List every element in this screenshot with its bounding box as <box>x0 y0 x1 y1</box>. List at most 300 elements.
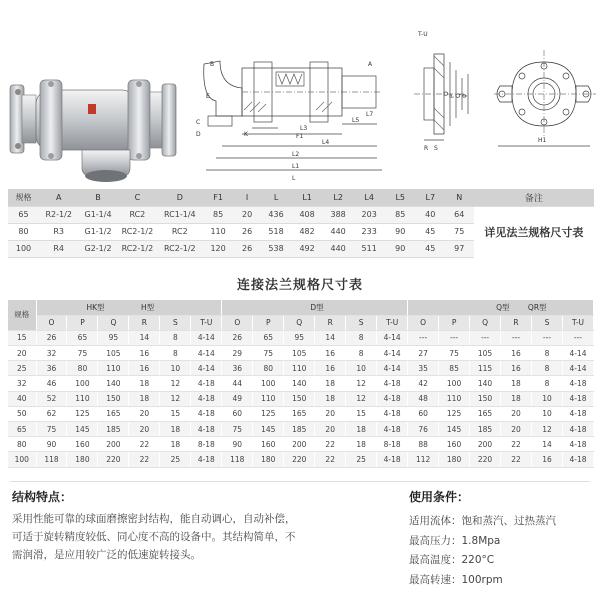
spec-cell: 75 <box>445 223 474 240</box>
flange-cell: 18 <box>501 391 532 406</box>
product-drawings <box>0 0 600 185</box>
flange-cell: 150 <box>284 391 315 406</box>
flange-subheader: T-U <box>377 315 408 330</box>
svg-text:L4: L4 <box>322 139 330 146</box>
flange-cell: 8 <box>346 330 377 345</box>
spec-row <box>8 206 594 223</box>
flange-cell: 10 <box>160 361 191 376</box>
flange-cell: 12 <box>160 391 191 406</box>
flange-size-cell: 65 <box>8 422 36 437</box>
flange-subheader-row <box>8 315 594 330</box>
flange-cell: 4-14 <box>191 346 222 361</box>
col-header: I <box>234 189 261 206</box>
flange-cell: 10 <box>346 361 377 376</box>
flange-cell: 76 <box>408 422 439 437</box>
spec-cell: 110 <box>203 223 234 240</box>
condition-label: 最高压力： <box>409 534 462 547</box>
flange-cell: 42 <box>408 376 439 391</box>
col-header: L <box>261 189 292 206</box>
spec-cell: R2-1/2 <box>39 206 78 223</box>
flange-cell: 4-18 <box>191 422 222 437</box>
flange-cell: 35 <box>408 361 439 376</box>
spec-cell: 45 <box>416 223 445 240</box>
flange-cell: 4-18 <box>562 406 593 421</box>
col-header: L5 <box>385 189 416 206</box>
group-q: Q型 <box>496 302 510 312</box>
flange-cell: 4-18 <box>377 452 408 467</box>
flange-cell: 75 <box>36 422 67 437</box>
flange-cell: 185 <box>470 422 501 437</box>
condition-label: 最高温度： <box>409 554 462 566</box>
spec-cell: RC2-1/2 <box>157 240 203 257</box>
spec-table <box>8 189 594 258</box>
flange-cell: 8-18 <box>191 437 222 452</box>
spec-cell: 120 <box>203 240 234 257</box>
flange-cell: 110 <box>284 361 315 376</box>
flange-cell: 15 <box>346 406 377 421</box>
col-header: L4 <box>354 189 385 206</box>
spec-cell: 436 <box>261 206 292 223</box>
flange-cell: 4-14 <box>191 361 222 376</box>
flange-cell: 112 <box>408 452 439 467</box>
condition-label: 最高转速： <box>409 573 462 586</box>
flange-cell: 4-18 <box>377 422 408 437</box>
spec-cell: 90 <box>385 223 416 240</box>
svg-text:P: P <box>449 94 456 98</box>
flange-size-cell: 100 <box>8 452 36 467</box>
flange-cell: 220 <box>98 452 129 467</box>
flange-size-cell: 50 <box>8 406 36 421</box>
flange-cell: 4-14 <box>562 346 593 361</box>
flange-cell: 100 <box>439 376 470 391</box>
spec-cell: 233 <box>354 223 385 240</box>
flange-cell: 4-18 <box>562 376 593 391</box>
flange-cell: 14 <box>532 437 563 452</box>
flange-cell: 180 <box>67 452 98 467</box>
svg-text:L2: L2 <box>292 151 300 158</box>
flange-cell: 18 <box>129 376 160 391</box>
flange-subheader: Q <box>284 315 315 330</box>
flange-cell: 60 <box>222 406 253 421</box>
flange-size-cell: 80 <box>8 437 36 452</box>
flange-cell: 18 <box>346 422 377 437</box>
flange-group-row <box>8 300 594 315</box>
svg-text:L1: L1 <box>292 163 300 170</box>
conditions-list <box>409 512 556 590</box>
condition-label: 适用流体： <box>409 515 462 527</box>
flange-size-cell: 20 <box>8 346 36 361</box>
flange-cell: 10 <box>532 406 563 421</box>
spec-cell: 97 <box>445 240 474 257</box>
flange-cell: 16 <box>501 361 532 376</box>
flange-subheader: S <box>160 315 191 330</box>
flange-cell: 115 <box>470 361 501 376</box>
flange-cell: 165 <box>98 406 129 421</box>
flange-cell: 8 <box>532 346 563 361</box>
flange-cell: 140 <box>98 376 129 391</box>
group-header-q-qr <box>408 300 594 315</box>
flange-cell: 8 <box>532 361 563 376</box>
svg-text:D: D <box>196 131 201 138</box>
flange-cell: 26 <box>222 330 253 345</box>
flange-cell: 90 <box>222 437 253 452</box>
flange-cell: 15 <box>160 406 191 421</box>
flange-cell: 10 <box>532 391 563 406</box>
spec-cell: RC2 <box>157 223 203 240</box>
flange-cell: 8-18 <box>377 437 408 452</box>
flange-cell: 105 <box>284 346 315 361</box>
flange-cell: 12 <box>532 422 563 437</box>
flange-size-cell: 15 <box>8 330 36 345</box>
col-header: 规格 <box>8 189 39 206</box>
flange-cell: 150 <box>470 391 501 406</box>
flange-subheader: R <box>315 315 346 330</box>
spec-cell: RC1-1/4 <box>157 206 203 223</box>
flange-subheader: S <box>346 315 377 330</box>
spec-cell: 26 <box>234 240 261 257</box>
flange-size-cell: 40 <box>8 391 36 406</box>
flange-cell: 18 <box>160 422 191 437</box>
flange-cell: 4-18 <box>191 376 222 391</box>
spec-cell: 408 <box>292 206 323 223</box>
flange-cell: 29 <box>222 346 253 361</box>
flange-cell: 16 <box>315 361 346 376</box>
col-header: N <box>445 189 474 206</box>
flange-cell: 20 <box>315 422 346 437</box>
svg-text:F1: F1 <box>296 133 304 140</box>
flange-row <box>8 391 594 406</box>
col-header: C <box>118 189 157 206</box>
flange-cell: 4-14 <box>562 361 593 376</box>
flange-cell: 20 <box>129 422 160 437</box>
flange-subheader: T-U <box>191 315 222 330</box>
flange-cell: 110 <box>253 391 284 406</box>
flange-cell: 90 <box>36 437 67 452</box>
condition-value: 1.8Mpa <box>461 534 501 547</box>
flange-cell: 110 <box>439 391 470 406</box>
svg-text:H1: H1 <box>538 137 547 144</box>
flange-cell: 95 <box>284 330 315 345</box>
spec-cell: 90 <box>385 240 416 257</box>
flange-cell: 110 <box>98 361 129 376</box>
cross-section-drawing <box>192 6 387 181</box>
flange-cell: 25 <box>160 452 191 467</box>
group-header-d <box>222 300 408 315</box>
flange-cell: 22 <box>129 452 160 467</box>
flange-table <box>8 300 594 468</box>
condition-item <box>409 551 556 571</box>
rotary-joint-photo <box>0 0 185 185</box>
spec-cell: 482 <box>292 223 323 240</box>
svg-text:S: S <box>434 145 438 152</box>
flange-cell: 4-18 <box>562 391 593 406</box>
flange-row <box>8 406 594 421</box>
flange-cell: 95 <box>98 330 129 345</box>
flange-cell: --- <box>470 330 501 345</box>
svg-text:L5: L5 <box>352 117 360 124</box>
flange-cell: 20 <box>501 422 532 437</box>
flange-cell: --- <box>408 330 439 345</box>
flange-cell: 22 <box>129 437 160 452</box>
flange-cell: 12 <box>346 391 377 406</box>
spec-cell: 45 <box>416 240 445 257</box>
flange-cell: 140 <box>470 376 501 391</box>
flange-cell: 160 <box>439 437 470 452</box>
spec-cell: RC2-1/2 <box>118 223 157 240</box>
spec-note: 详见法兰规格尺寸表 <box>474 206 594 257</box>
flange-cell: 20 <box>129 406 160 421</box>
flange-cell: 75 <box>67 346 98 361</box>
flange-cell: 75 <box>253 346 284 361</box>
condition-item <box>409 532 556 552</box>
section-divider <box>10 481 590 482</box>
size-header: 规格 <box>8 300 36 330</box>
flange-cell: 220 <box>470 452 501 467</box>
svg-text:L3: L3 <box>300 125 308 132</box>
spec-cell: 440 <box>323 223 354 240</box>
flange-cell: 18 <box>346 437 377 452</box>
flange-cell: 14 <box>129 330 160 345</box>
flange-cell: 125 <box>253 406 284 421</box>
flange-cell: 75 <box>439 346 470 361</box>
spec-cell: G1-1/2 <box>78 223 117 240</box>
flange-cell: 16 <box>532 452 563 467</box>
flange-cell: 165 <box>284 406 315 421</box>
flange-subheader: S <box>532 315 563 330</box>
flange-cell: 80 <box>67 361 98 376</box>
condition-value: 饱和蒸汽、过热蒸汽 <box>461 515 556 527</box>
spec-cell: 518 <box>261 223 292 240</box>
col-header: B <box>78 189 117 206</box>
flange-cell: 4-18 <box>562 452 593 467</box>
flange-cell: 160 <box>67 437 98 452</box>
flange-cell: 4-14 <box>191 330 222 345</box>
col-header: L2 <box>323 189 354 206</box>
flange-cell: 16 <box>129 346 160 361</box>
svg-text:L: L <box>292 175 296 181</box>
flange-cell: 140 <box>284 376 315 391</box>
flange-cell: 85 <box>439 361 470 376</box>
svg-text:E: E <box>206 93 210 100</box>
flange-cell: 25 <box>346 452 377 467</box>
flange-cell: 200 <box>98 437 129 452</box>
flange-row <box>8 330 594 345</box>
col-header: L1 <box>292 189 323 206</box>
spec-cell: 511 <box>354 240 385 257</box>
spec-cell: 85 <box>385 206 416 223</box>
group-hk: HK型 <box>86 302 105 312</box>
flange-cell: 49 <box>222 391 253 406</box>
spec-cell: 492 <box>292 240 323 257</box>
svg-text:R: R <box>424 145 429 152</box>
flange-subheader: Q <box>98 315 129 330</box>
flange-cell: 125 <box>439 406 470 421</box>
flange-cell: 36 <box>222 361 253 376</box>
features-line: 采用性能可靠的球面磨擦密封结构，能自动调心，自动补偿， <box>12 513 296 525</box>
flange-subheader: Q <box>470 315 501 330</box>
svg-text:A: A <box>368 61 373 68</box>
conditions-title: 使用条件： <box>409 490 470 504</box>
spec-cell: 40 <box>416 206 445 223</box>
flange-cell: 16 <box>315 346 346 361</box>
spec-cell: 26 <box>234 223 261 240</box>
flange-cell: 105 <box>98 346 129 361</box>
flange-row <box>8 376 594 391</box>
flange-cell: 180 <box>253 452 284 467</box>
flange-cell: 4-18 <box>377 376 408 391</box>
flange-subheader: O <box>36 315 67 330</box>
features-text <box>12 510 357 564</box>
flange-cell: 32 <box>36 346 67 361</box>
flange-cell: 100 <box>253 376 284 391</box>
group-h: H型 <box>140 302 155 312</box>
flange-subheader: P <box>67 315 98 330</box>
spec-cell: 440 <box>323 240 354 257</box>
svg-text:O: O <box>443 91 450 96</box>
spec-cell: 64 <box>445 206 474 223</box>
flange-cell: 8 <box>532 376 563 391</box>
spec-cell: 85 <box>203 206 234 223</box>
flange-subheader: O <box>408 315 439 330</box>
flange-cell: 4-18 <box>562 422 593 437</box>
flange-cell: 4-14 <box>377 361 408 376</box>
col-header: A <box>39 189 78 206</box>
flange-subheader: O <box>222 315 253 330</box>
flange-cell: 65 <box>67 330 98 345</box>
features-line: 可适于旋转精度较低、同心度不高的设备中。其结构简单，不 <box>12 531 296 543</box>
flange-cell: 185 <box>284 422 315 437</box>
condition-item <box>409 571 556 591</box>
flange-row <box>8 437 594 452</box>
flange-cell: 48 <box>408 391 439 406</box>
flange-cell: 4-18 <box>191 391 222 406</box>
svg-text:Q: Q <box>455 93 462 98</box>
flange-cell: 44 <box>222 376 253 391</box>
spec-cell: 20 <box>234 206 261 223</box>
spec-cell: G2-1/2 <box>78 240 117 257</box>
flange-cell: 100 <box>67 376 98 391</box>
flange-cell: 200 <box>284 437 315 452</box>
flange-cell: 46 <box>36 376 67 391</box>
flange-cell: 52 <box>36 391 67 406</box>
spec-header-row <box>8 189 594 206</box>
flange-cell: 18 <box>160 437 191 452</box>
svg-text:K: K <box>244 131 248 138</box>
col-header: D <box>157 189 203 206</box>
spec-cell: RC2-1/2 <box>118 240 157 257</box>
flange-cell: 12 <box>160 376 191 391</box>
group-qr: QR型 <box>527 302 547 312</box>
svg-text:L7: L7 <box>366 111 374 118</box>
flange-cell: 18 <box>501 376 532 391</box>
col-header: L7 <box>416 189 445 206</box>
flange-cell: 4-18 <box>377 391 408 406</box>
flange-row <box>8 422 594 437</box>
flange-cell: 14 <box>315 330 346 345</box>
flange-cell: 20 <box>315 406 346 421</box>
spec-cell: RC2 <box>118 206 157 223</box>
flange-row <box>8 346 594 361</box>
flange-cell: --- <box>501 330 532 345</box>
flange-cell: 18 <box>129 391 160 406</box>
flange-cell: 4-18 <box>377 406 408 421</box>
flange-cell: 180 <box>439 452 470 467</box>
flange-subheader: P <box>253 315 284 330</box>
flange-subheader: P <box>439 315 470 330</box>
flange-cell: 22 <box>501 452 532 467</box>
flange-cell: 60 <box>408 406 439 421</box>
flange-cell: 36 <box>36 361 67 376</box>
flange-cell: 200 <box>470 437 501 452</box>
condition-item <box>409 512 556 532</box>
flange-row <box>8 452 594 467</box>
spec-cell: 100 <box>8 240 39 257</box>
flange-subheader: T-U <box>562 315 593 330</box>
flange-cell: 75 <box>222 422 253 437</box>
spec-cell: 65 <box>8 206 39 223</box>
flange-cell: 105 <box>470 346 501 361</box>
spec-cell: 538 <box>261 240 292 257</box>
flange-cell: 22 <box>315 437 346 452</box>
svg-text:B: B <box>210 61 215 68</box>
svg-text:T-U: T-U <box>418 31 428 38</box>
svg-text:C: C <box>196 119 201 126</box>
flange-cell: 22 <box>501 437 532 452</box>
svg-text:φ: φ <box>461 94 468 98</box>
features-title: 结构特点： <box>12 490 73 504</box>
flange-cell: 65 <box>253 330 284 345</box>
flange-cell: 16 <box>501 346 532 361</box>
spec-cell: 388 <box>323 206 354 223</box>
features-line: 需润滑，是应用较广泛的低速旋转接头。 <box>12 549 201 561</box>
condition-value: 220°C <box>461 554 495 566</box>
flange-cell: 8 <box>346 346 377 361</box>
flange-cell: 125 <box>67 406 98 421</box>
flange-cell: 4-18 <box>191 452 222 467</box>
flange-cell: 165 <box>470 406 501 421</box>
flange-drawing <box>404 22 599 172</box>
flange-table-title: 连接法兰规格尺寸表 <box>236 278 363 293</box>
flange-cell: 110 <box>67 391 98 406</box>
spec-cell: R4 <box>39 240 78 257</box>
flange-size-cell: 32 <box>8 376 36 391</box>
flange-size-cell: 25 <box>8 361 36 376</box>
flange-cell: 12 <box>346 376 377 391</box>
flange-cell: 26 <box>36 330 67 345</box>
flange-cell: 4-18 <box>191 406 222 421</box>
flange-cell: 150 <box>98 391 129 406</box>
flange-cell: 22 <box>315 452 346 467</box>
flange-cell: 185 <box>98 422 129 437</box>
col-header: F1 <box>203 189 234 206</box>
flange-cell: 118 <box>222 452 253 467</box>
flange-cell: 20 <box>501 406 532 421</box>
flange-cell: 18 <box>315 391 346 406</box>
spec-cell: 203 <box>354 206 385 223</box>
flange-cell: 8 <box>160 346 191 361</box>
flange-cell: 18 <box>315 376 346 391</box>
col-header-note: 备注 <box>474 189 594 206</box>
spec-cell: R3 <box>39 223 78 240</box>
flange-subheader: R <box>501 315 532 330</box>
flange-cell: 62 <box>36 406 67 421</box>
group-d: D型 <box>310 302 324 312</box>
flange-cell: --- <box>532 330 563 345</box>
flange-cell: 220 <box>284 452 315 467</box>
flange-row <box>8 361 594 376</box>
spec-cell: 80 <box>8 223 39 240</box>
flange-cell: 88 <box>408 437 439 452</box>
